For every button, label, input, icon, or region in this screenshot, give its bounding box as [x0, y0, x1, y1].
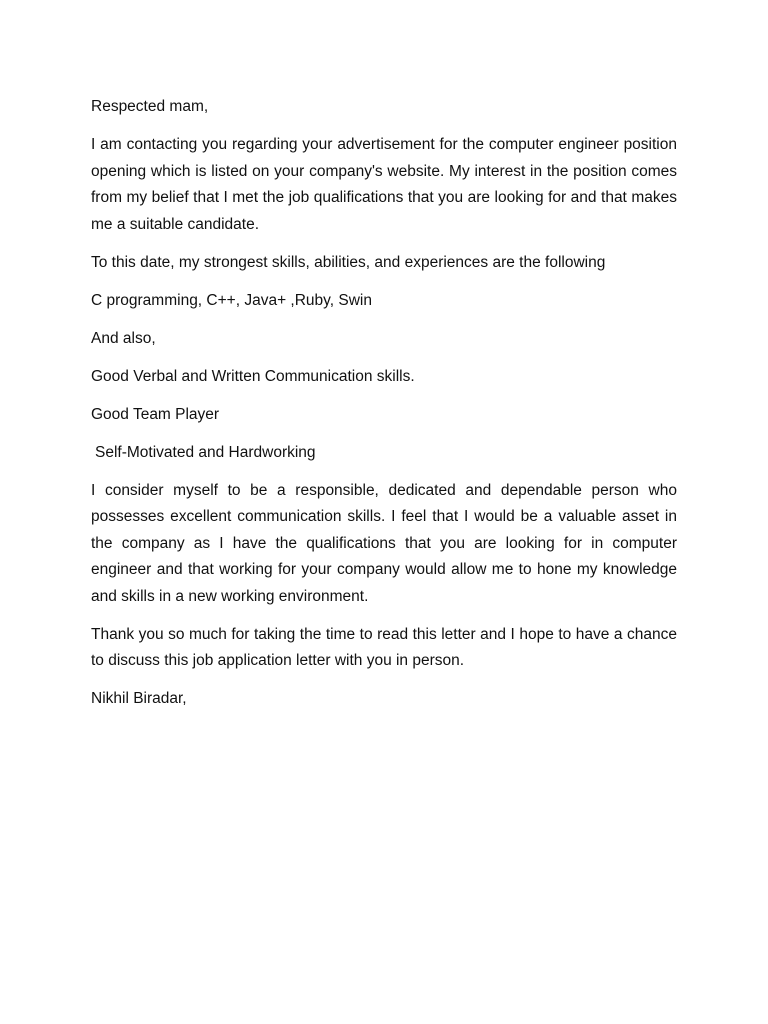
- skill-motivation: Self-Motivated and Hardworking: [95, 443, 316, 461]
- skill-communication: Good Verbal and Written Communication skills.: [91, 367, 415, 385]
- skill-team: Good Team Player: [91, 405, 220, 423]
- skills-list: C programming, C++, Java+ ,Ruby, Swin: [91, 291, 372, 309]
- self-description-paragraph: I consider myself to be a responsible, dedicated and dependable person who possesses excellent communication skills. I feel that I would be a valuable asset in the company as I have the qualifications that you are looking for in computer engineer and that working for your company would allow me to hone my knowledge and skills in a new working environment.: [91, 481, 677, 605]
- also-line: And also,: [91, 329, 156, 347]
- intro-paragraph: I am contacting you regarding your advertisement for the computer engineer position opening which is listed on your company's website. My interest in the position comes from my belief that I met the job qualifications that you are looking for and that makes me a suitable candidate.: [91, 136, 677, 233]
- letter-body: [91, 94, 677, 724]
- skills-intro: To this date, my strongest skills, abilities, and experiences are the following: [91, 253, 606, 271]
- signature: Nikhil Biradar,: [91, 690, 187, 707]
- salutation: Respected mam,: [91, 98, 209, 115]
- closing-paragraph: Thank you so much for taking the time to read this letter and I hope to have a chance to discuss this job application letter with you in person.: [91, 625, 677, 669]
